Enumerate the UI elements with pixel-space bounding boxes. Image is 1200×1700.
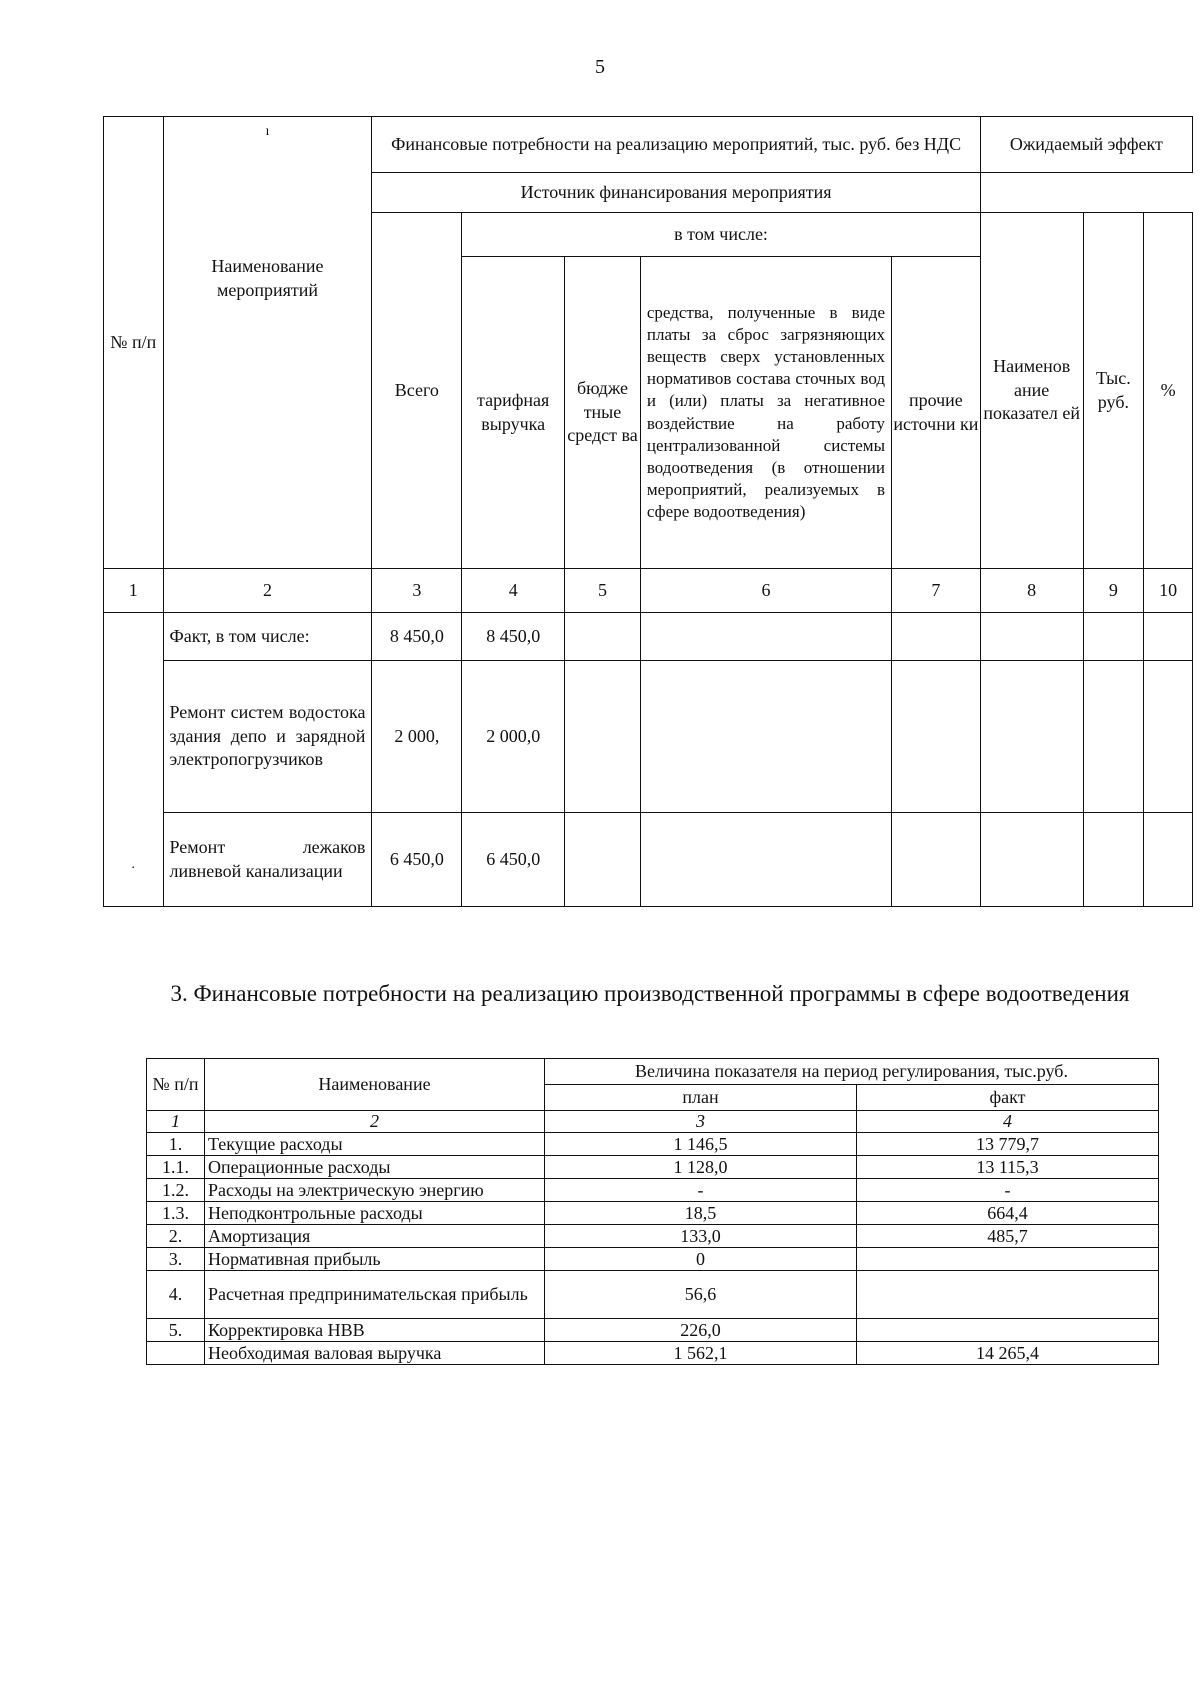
row-name: Корректировка НВВ [205, 1319, 545, 1342]
header-funding-source: Источник финансирования мероприятия [372, 173, 980, 213]
header-plan: план [545, 1085, 857, 1111]
colnum-3: 3 [545, 1111, 857, 1133]
row-plan: 226,0 [545, 1319, 857, 1342]
row-plan: 18,5 [545, 1202, 857, 1225]
table-row [104, 813, 1193, 907]
header-num: № п/п [147, 1059, 205, 1111]
table-row [147, 1179, 1159, 1202]
row-name: Факт, в том числе: [163, 613, 372, 661]
colnum-2: 2 [163, 569, 372, 613]
row-name: Ремонт систем водостока здания депо и зарядной электропогрузчиков [163, 661, 372, 813]
row-name: Амортизация [205, 1225, 545, 1248]
column-number-row [147, 1111, 1159, 1133]
row-tariff: 2 000,0 [462, 661, 565, 813]
row-fact: 13 779,7 [857, 1133, 1159, 1156]
page-number: 5 [595, 56, 605, 78]
row-fact: 14 265,4 [857, 1342, 1159, 1365]
header-thousand-rub: Тыс. руб. [1083, 213, 1144, 569]
header-fees: средства, полученные в виде платы за сброс загрязняющих веществ сверх установленных нормативов состава сточных вод и (или) платы за негативное воздействие на работу централизованной системы водоотведения (в отношении мероприятий, реализуемых в сфере водоотведения) [640, 257, 891, 569]
row-tariff: 6 450,0 [462, 813, 565, 907]
colnum-1: 1 [147, 1111, 205, 1133]
colnum-10: 10 [1144, 569, 1193, 613]
colnum-1: 1 [104, 569, 164, 613]
row-num: 1.1. [147, 1156, 205, 1179]
row-num: 3. [147, 1248, 205, 1271]
header-including: в том числе: [462, 213, 980, 257]
header-financial-needs: Финансовые потребности на реализацию мероприятий, тыс. руб. без НДС [372, 117, 980, 173]
row-fact: 664,4 [857, 1202, 1159, 1225]
row-num: 2. [147, 1225, 205, 1248]
row-num-cell [104, 613, 164, 907]
row-total: 6 450,0 [372, 813, 462, 907]
table-row [147, 1202, 1159, 1225]
row-name: Операционные расходы [205, 1156, 545, 1179]
header-total: Всего [372, 213, 462, 569]
row-plan: 133,0 [545, 1225, 857, 1248]
row-num: 1. [147, 1133, 205, 1156]
colnum-9: 9 [1083, 569, 1144, 613]
table-row-total [147, 1342, 1159, 1365]
row-fact [857, 1319, 1159, 1342]
row-plan: 1 562,1 [545, 1342, 857, 1365]
row-name: Нормативная прибыль [205, 1248, 545, 1271]
section-3-title: 3. Финансовые потребности на реализацию производственной программы в сфере водоотведения [170, 981, 1130, 1006]
row-name: Ремонт лежаков ливневой канализации [163, 813, 372, 907]
colnum-3: 3 [372, 569, 462, 613]
row-name: Неподконтрольные расходы [205, 1202, 545, 1225]
row-plan: - [545, 1179, 857, 1202]
stray-dot: · [130, 860, 136, 876]
header-event-name [163, 117, 372, 569]
table-row [147, 1319, 1159, 1342]
row-fact: 13 115,3 [857, 1156, 1159, 1179]
header-expected-effect: Ожидаемый эффект [980, 117, 1192, 173]
header-budget: бюдже тные средст ва [565, 257, 641, 569]
header-other: прочие источни ки [892, 257, 981, 569]
row-name: Расходы на электрическую энергию [205, 1179, 545, 1202]
column-number-row [104, 569, 1193, 613]
table-row [147, 1225, 1159, 1248]
table-row [147, 1133, 1159, 1156]
colnum-7: 7 [892, 569, 981, 613]
row-plan: 56,6 [545, 1271, 857, 1319]
row-num [147, 1342, 205, 1365]
row-num: 4. [147, 1271, 205, 1319]
colnum-6: 6 [640, 569, 891, 613]
header-name: Наименование [205, 1059, 545, 1111]
row-num: 5. [147, 1319, 205, 1342]
header-tariff: тарифная выручка [462, 257, 565, 569]
financial-needs-table [103, 116, 1193, 907]
colnum-5: 5 [565, 569, 641, 613]
colnum-4: 4 [462, 569, 565, 613]
row-total: 2 000, [372, 661, 462, 813]
table-row [147, 1271, 1159, 1319]
table-row [147, 1156, 1159, 1179]
header-value: Величина показателя на период регулирования, тыс.руб. [545, 1059, 1159, 1085]
table-row [147, 1248, 1159, 1271]
row-name: Расчетная предпринимательская прибыль [205, 1271, 545, 1319]
row-plan: 0 [545, 1248, 857, 1271]
row-name: Необходимая валовая выручка [205, 1342, 545, 1365]
row-name: Текущие расходы [205, 1133, 545, 1156]
stray-mark: ı [265, 124, 270, 139]
row-fact: - [857, 1179, 1159, 1202]
row-total: 8 450,0 [372, 613, 462, 661]
row-plan: 1 146,5 [545, 1133, 857, 1156]
header-event-name-label: Наименование мероприятий [211, 256, 324, 300]
header-percent: % [1144, 213, 1193, 569]
table-row [104, 661, 1193, 813]
row-plan: 1 128,0 [545, 1156, 857, 1179]
row-num: 1.2. [147, 1179, 205, 1202]
colnum-2: 2 [205, 1111, 545, 1133]
row-fact [857, 1271, 1159, 1319]
row-fact: 485,7 [857, 1225, 1159, 1248]
row-tariff: 8 450,0 [462, 613, 565, 661]
colnum-8: 8 [980, 569, 1083, 613]
colnum-4: 4 [857, 1111, 1159, 1133]
production-program-table [146, 1058, 1159, 1365]
header-num: № п/п [104, 117, 164, 569]
row-fact [857, 1248, 1159, 1271]
header-fact: факт [857, 1085, 1159, 1111]
table-row [104, 613, 1193, 661]
row-num: 1.3. [147, 1202, 205, 1225]
header-indicator-name: Наименов ание показател ей [980, 213, 1083, 569]
